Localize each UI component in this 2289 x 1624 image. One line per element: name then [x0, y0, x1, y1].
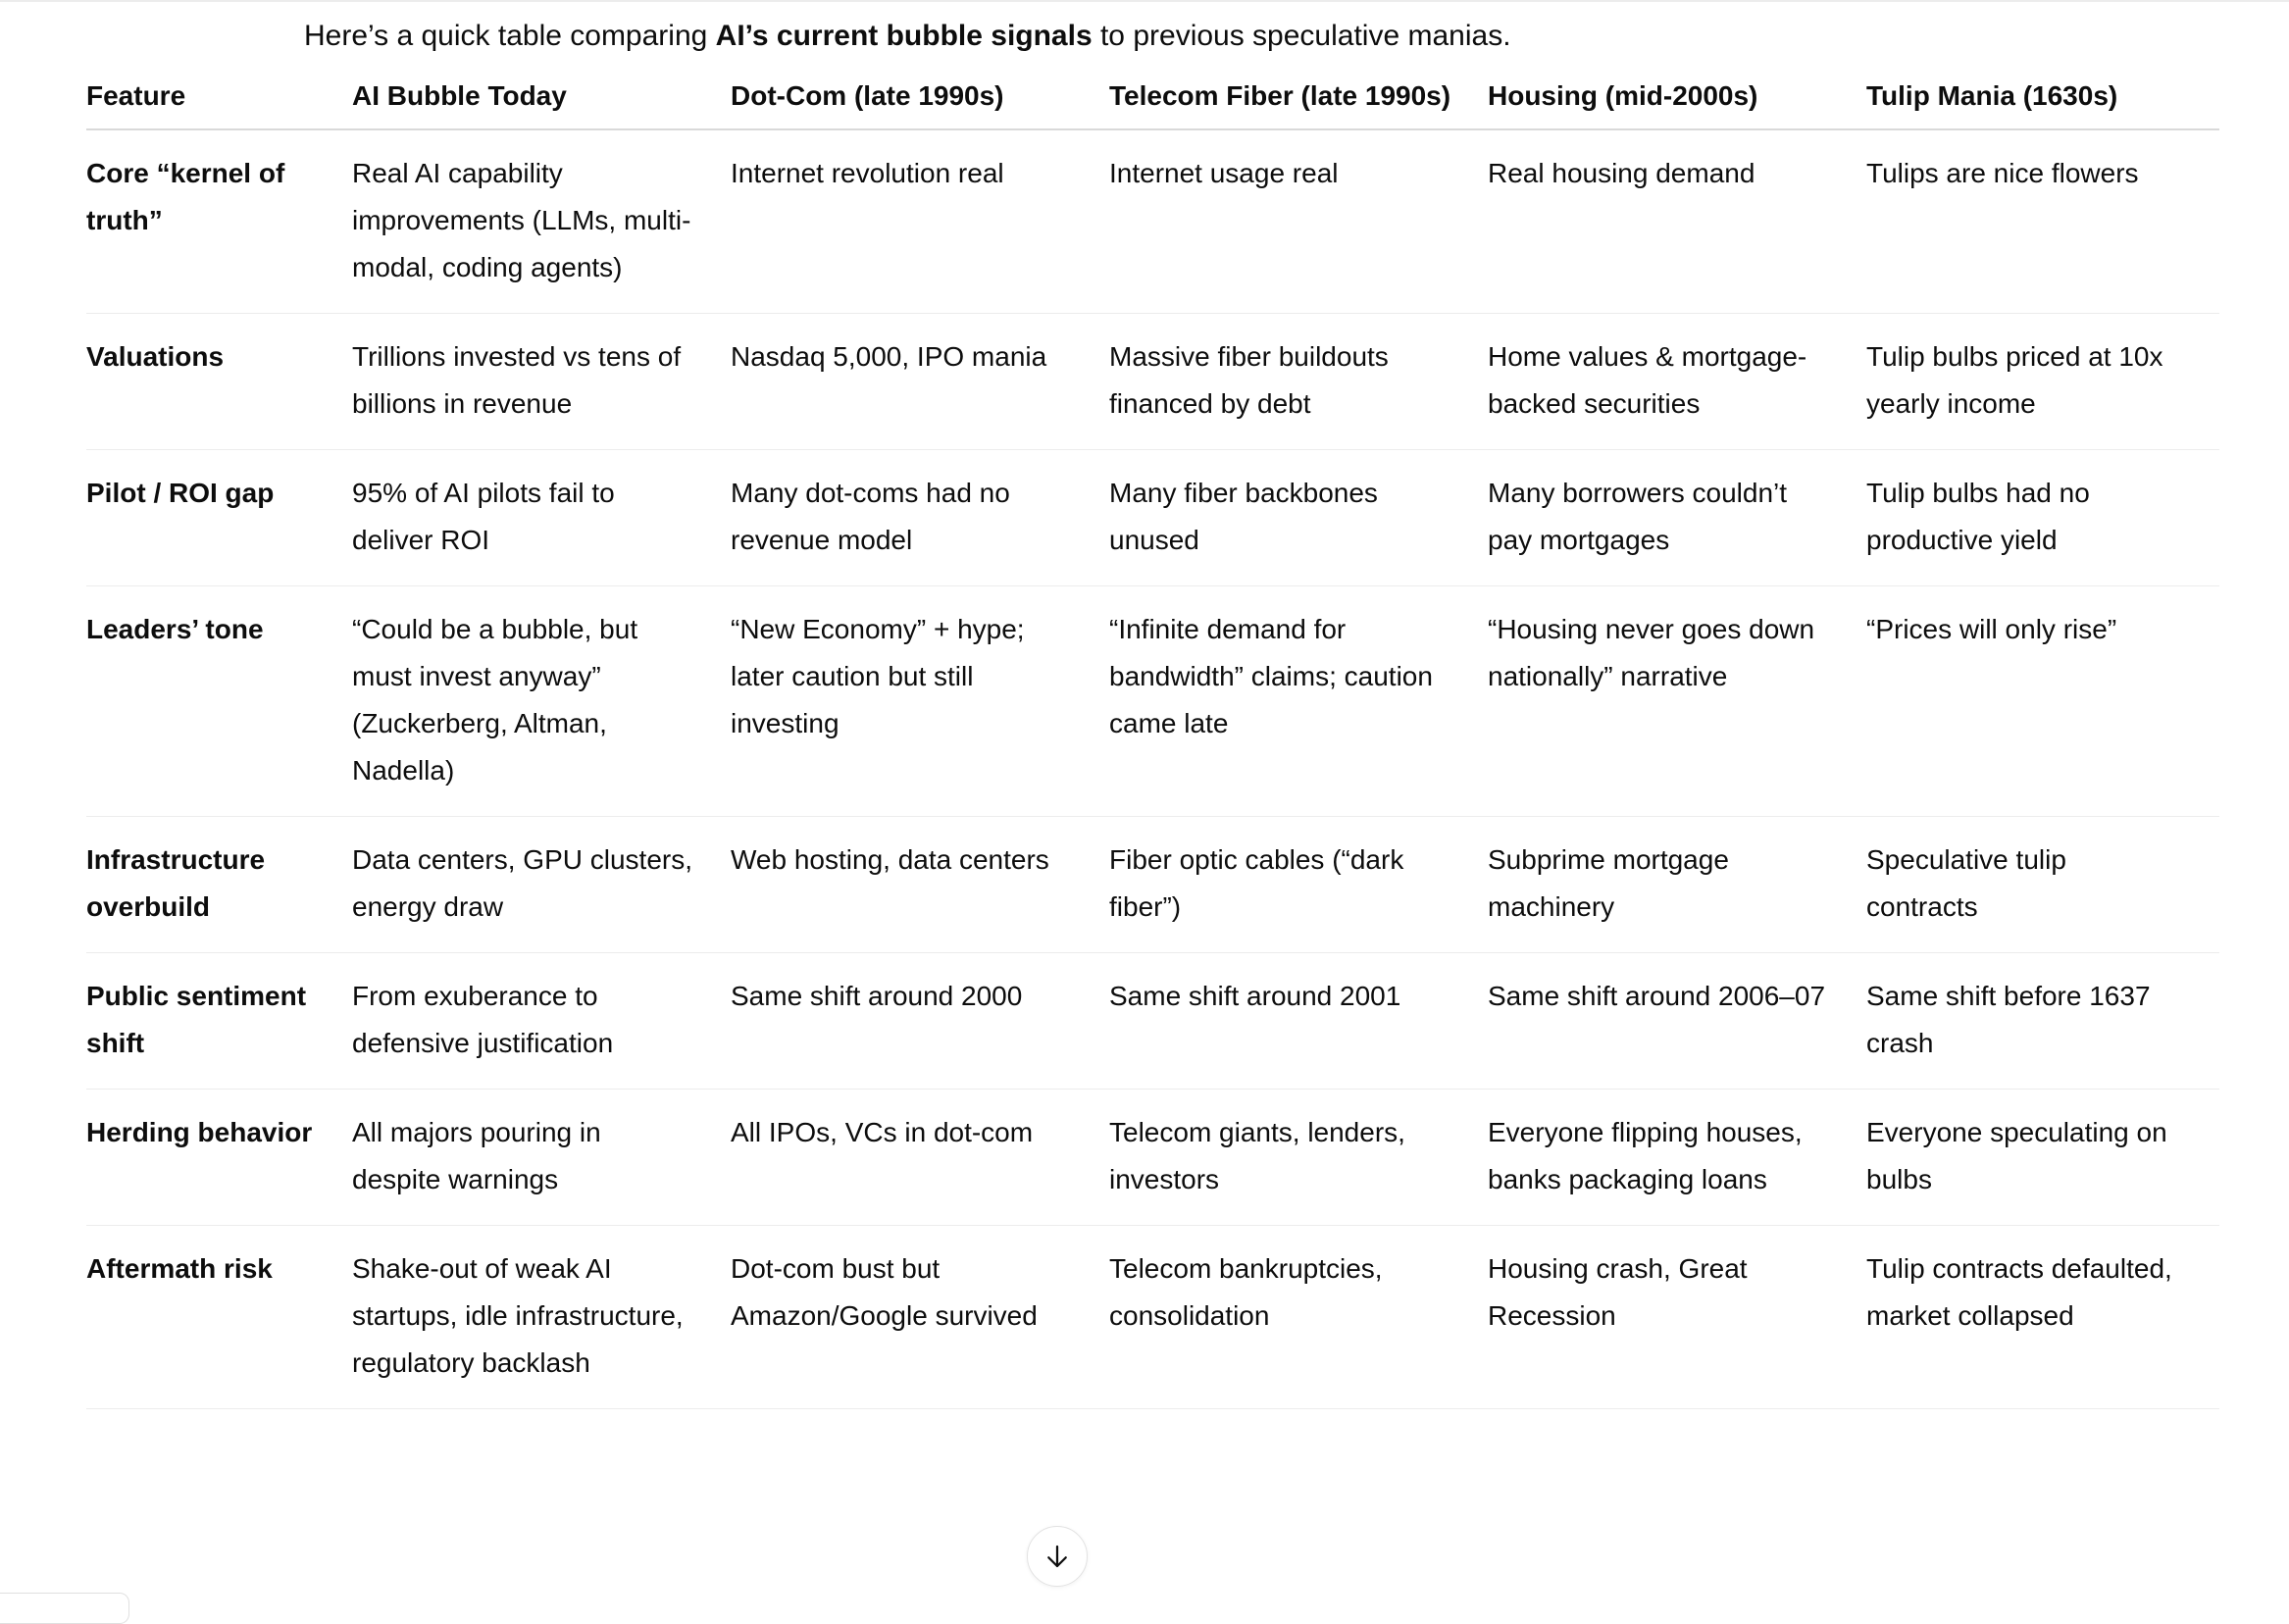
table-cell: Same shift around 2006–07 — [1488, 953, 1866, 1090]
intro-before: Here’s a quick table comparing — [304, 20, 716, 52]
table-cell: All IPOs, VCs in dot-com — [731, 1090, 1109, 1226]
table-cell: Telecom bankruptcies, consolidation — [1109, 1226, 1488, 1409]
table-row — [86, 314, 2219, 450]
row-feature-cell: Core “kernel of truth” — [86, 129, 352, 314]
table-cell: “Housing never goes down nationally” narrative — [1488, 586, 1866, 817]
table-cell: Telecom giants, lenders, investors — [1109, 1090, 1488, 1226]
table-cell: 95% of AI pilots fail to deliver ROI — [352, 450, 731, 586]
row-feature-cell: Valuations — [86, 314, 352, 450]
row-feature-cell: Pilot / ROI gap — [86, 450, 352, 586]
top-divider — [0, 0, 2289, 2]
header-tulip: Tulip Mania (1630s) — [1866, 80, 2219, 129]
table-cell: Tulips are nice flowers — [1866, 129, 2219, 314]
table-row — [86, 817, 2219, 953]
intro-bold: AI’s current bubble signals — [715, 20, 1093, 52]
table-cell: Web hosting, data centers — [731, 817, 1109, 953]
table-cell: “Infinite demand for bandwidth” claims; caution came late — [1109, 586, 1488, 817]
table-cell: Fiber optic cables (“dark fiber”) — [1109, 817, 1488, 953]
scroll-to-bottom-button[interactable] — [1027, 1526, 1088, 1587]
table-header-row — [86, 80, 2219, 129]
table-cell: Real housing demand — [1488, 129, 1866, 314]
table-cell: Trillions invested vs tens of billions in revenue — [352, 314, 731, 450]
table-cell: Same shift around 2001 — [1109, 953, 1488, 1090]
table-cell: Same shift before 1637 crash — [1866, 953, 2219, 1090]
table-cell: All majors pouring in despite warnings — [352, 1090, 731, 1226]
table-row — [86, 1090, 2219, 1226]
table-cell: “New Economy” + hype; later caution but still investing — [731, 586, 1109, 817]
table-cell: Speculative tulip contracts — [1866, 817, 2219, 953]
table-cell: Real AI capability improvements (LLMs, multi-modal, coding agents) — [352, 129, 731, 314]
table-cell: Tulip bulbs priced at 10x yearly income — [1866, 314, 2219, 450]
table-cell: From exuberance to defensive justification — [352, 953, 731, 1090]
table-cell: Housing crash, Great Recession — [1488, 1226, 1866, 1409]
table-row — [86, 586, 2219, 817]
table-cell: “Could be a bubble, but must invest anyway” (Zuckerberg, Altman, Nadella) — [352, 586, 731, 817]
table-cell: Everyone speculating on bulbs — [1866, 1090, 2219, 1226]
header-dot-com: Dot-Com (late 1990s) — [731, 80, 1109, 129]
table-cell: Tulip contracts defaulted, market collapsed — [1866, 1226, 2219, 1409]
comparison-table — [86, 80, 2219, 1409]
table-row — [86, 1226, 2219, 1409]
header-feature: Feature — [86, 80, 352, 129]
header-ai-bubble: AI Bubble Today — [352, 80, 731, 129]
table-cell: Same shift around 2000 — [731, 953, 1109, 1090]
table-cell: Internet revolution real — [731, 129, 1109, 314]
table-cell: Subprime mortgage machinery — [1488, 817, 1866, 953]
arrow-down-icon — [1043, 1542, 1072, 1571]
intro-after: to previous speculative manias. — [1092, 20, 1511, 52]
header-telecom: Telecom Fiber (late 1990s) — [1109, 80, 1488, 129]
table-cell: Many borrowers couldn’t pay mortgages — [1488, 450, 1866, 586]
row-feature-cell: Public sentiment shift — [86, 953, 352, 1090]
table-row — [86, 129, 2219, 314]
table-row — [86, 450, 2219, 586]
table-row — [86, 953, 2219, 1090]
table-cell: Nasdaq 5,000, IPO mania — [731, 314, 1109, 450]
table-cell: Internet usage real — [1109, 129, 1488, 314]
bottom-left-panel-edge — [0, 1593, 129, 1624]
header-housing: Housing (mid-2000s) — [1488, 80, 1866, 129]
row-feature-cell: Herding behavior — [86, 1090, 352, 1226]
table-cell: Shake-out of weak AI startups, idle infrastructure, regulatory backlash — [352, 1226, 731, 1409]
table-cell: “Prices will only rise” — [1866, 586, 2219, 817]
intro-text — [304, 16, 1511, 57]
row-feature-cell: Aftermath risk — [86, 1226, 352, 1409]
table-cell: Home values & mortgage-backed securities — [1488, 314, 1866, 450]
table-cell: Data centers, GPU clusters, energy draw — [352, 817, 731, 953]
table-cell: Many fiber backbones unused — [1109, 450, 1488, 586]
table-cell: Many dot-coms had no revenue model — [731, 450, 1109, 586]
table-cell: Everyone flipping houses, banks packaging loans — [1488, 1090, 1866, 1226]
row-feature-cell: Leaders’ tone — [86, 586, 352, 817]
table-cell: Massive fiber buildouts financed by debt — [1109, 314, 1488, 450]
table-cell: Tulip bulbs had no productive yield — [1866, 450, 2219, 586]
table-cell: Dot-com bust but Amazon/Google survived — [731, 1226, 1109, 1409]
row-feature-cell: Infrastructure overbuild — [86, 817, 352, 953]
